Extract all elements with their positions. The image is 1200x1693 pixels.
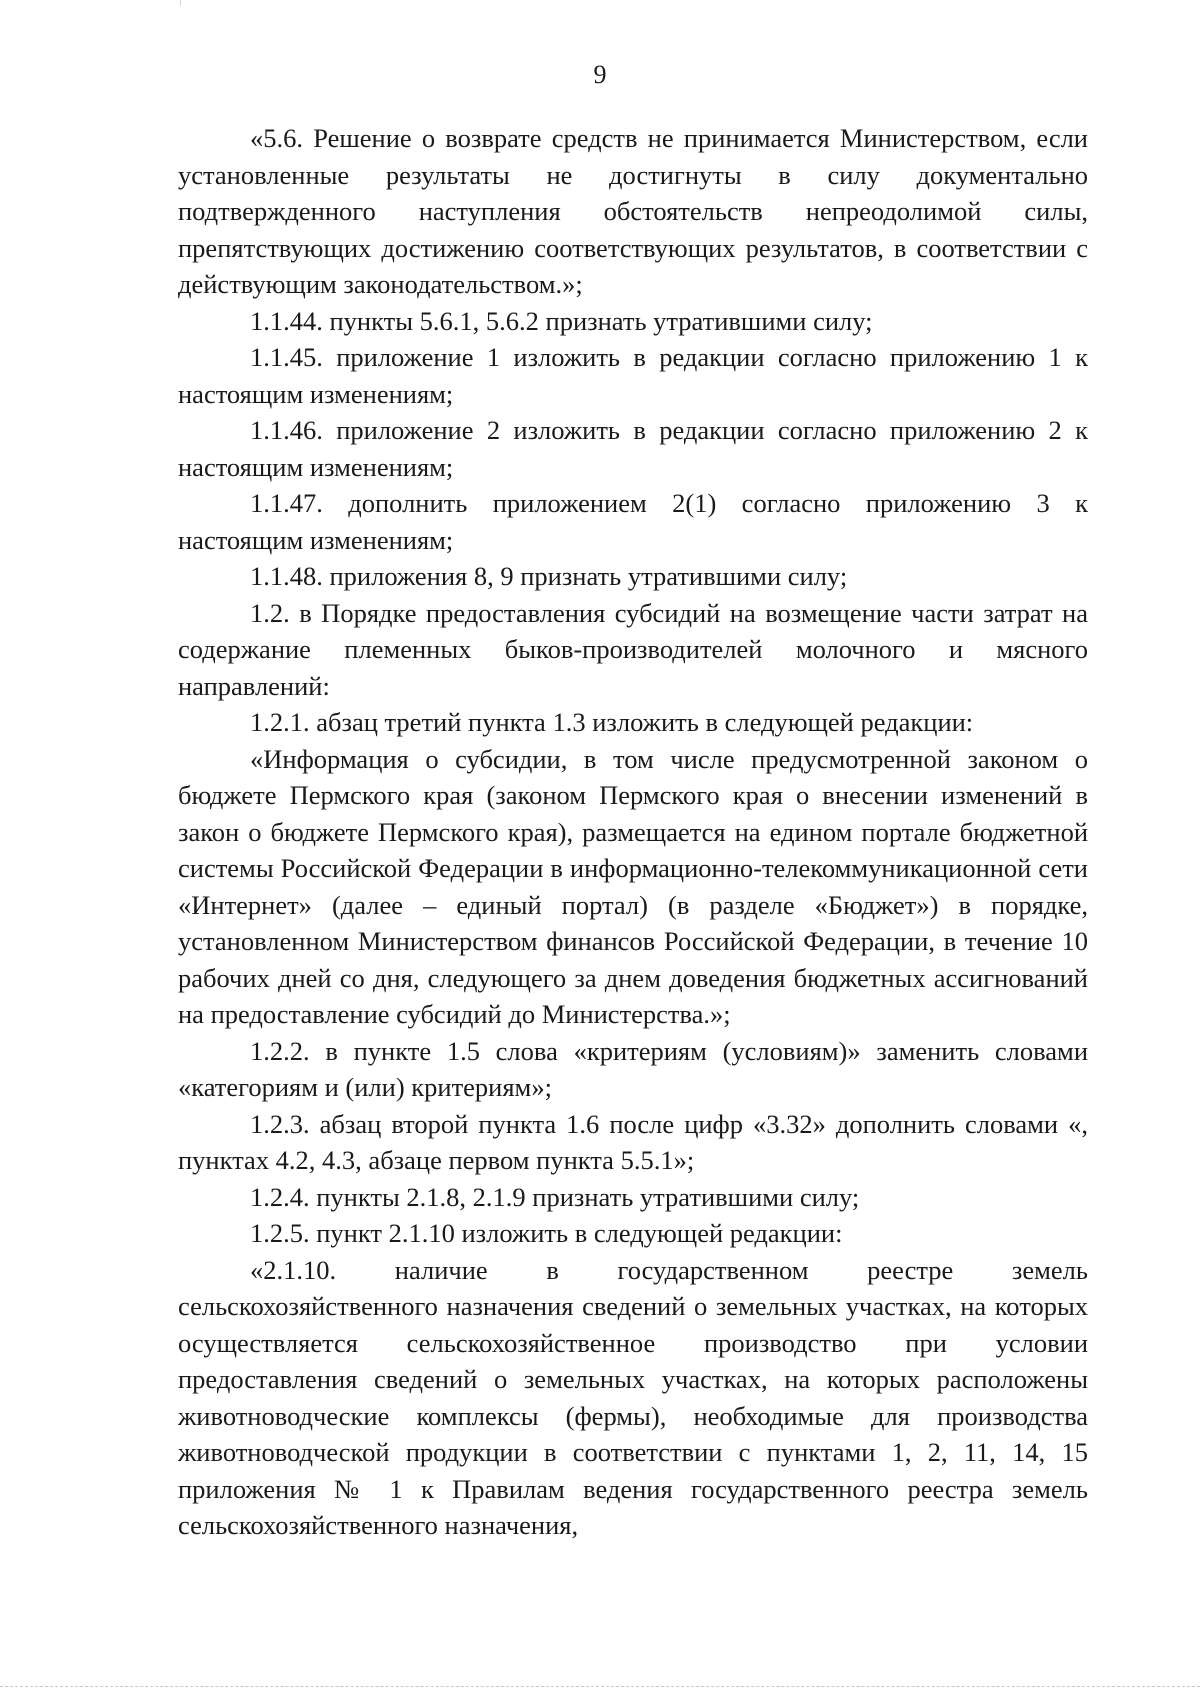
scan-artifact (180, 0, 191, 6)
scan-bottom-edge (0, 1686, 1200, 1687)
paragraph-1-2-2: 1.2.2. в пункте 1.5 слова «критериям (условиям)» заменить словами «категориям и (или) критериям»; (178, 1035, 1088, 1102)
paragraph-1-2: 1.2. в Порядке предоставления субсидий на возмещение части затрат на содержание племенных быков-производителей молочного и мясного направлений: (178, 597, 1088, 701)
paragraph-1-2-4: 1.2.4. пункты 2.1.8, 2.1.9 признать утратившими силу; (250, 1181, 860, 1212)
paragraph-1-1-46: 1.1.46. приложение 2 изложить в редакции согласно приложению 2 к настоящим изменениям; (178, 415, 1088, 482)
page-number: 9 (593, 60, 607, 89)
paragraph-1-2-1: 1.2.1. абзац третий пункта 1.3 изложить в следующей редакции: (250, 707, 974, 737)
document-body (178, 120, 1088, 1544)
paragraph-5-6-quote: «5.6. Решение о возврате средств не принимается Министерством, если установленные результаты не достигнуты в силу документально подтвержденного наступления обстоятельств непреодолимой силы, препятствующих достижению соответствующих результатов, в соответствии с действующим законодательством.»; (178, 123, 1088, 299)
paragraph-subsidy-info-quote: «Информация о субсидии, в том числе предусмотренной законом о бюджете Пермского края (законом Пермского края о внесении изменений в закон о бюджете Пермского края), размещается на едином портале бюджетной системы Российской Федерации в информационно-телекоммуникационной сети «Интернет» (далее – единый портал) (в разделе «Бюджет») в порядке, установленном Министерством финансов Российской Федерации, в течение 10 рабочих дней со дня, следующего за днем доведения бюджетных ассигнований на предоставление субсидий до Министерства.»; (178, 743, 1088, 1029)
paragraph-1-1-48: 1.1.48. приложения 8, 9 признать утратившими силу; (250, 561, 848, 591)
paragraph-1-1-44: 1.1.44. пункты 5.6.1, 5.6.2 признать утратившими силу; (250, 305, 873, 336)
paragraph-1-2-3: 1.2.3. абзац второй пункта 1.6 после цифр «3.32» дополнить словами «, пунктах 4.2, 4.3, абзаце первом пункта 5.5.1»; (178, 1108, 1088, 1175)
paragraph-1-2-5: 1.2.5. пункт 2.1.10 изложить в следующей редакции: (250, 1218, 843, 1248)
paragraph-1-1-47: 1.1.47. дополнить приложением 2(1) согласно приложению 3 к настоящим изменениям; (178, 488, 1088, 555)
paragraph-1-1-45: 1.1.45. приложение 1 изложить в редакции согласно приложению 1 к настоящим изменениям; (178, 342, 1088, 409)
paragraph-2-1-10-quote: «2.1.10. наличие в государственном реестре земель сельскохозяйственного назначения сведений о земельных участках, на которых осуществляется сельскохозяйственное производство при условии предоставления сведений о земельных участках, на которых расположены животноводческие комплексы (фермы), необходимые для производства животноводческой продукции в соответствии с пунктами 1, 2, 11, 14, 15 приложения № 1 к Правилам ведения государственного реестра земель сельскохозяйственного назначения, (178, 1254, 1088, 1540)
